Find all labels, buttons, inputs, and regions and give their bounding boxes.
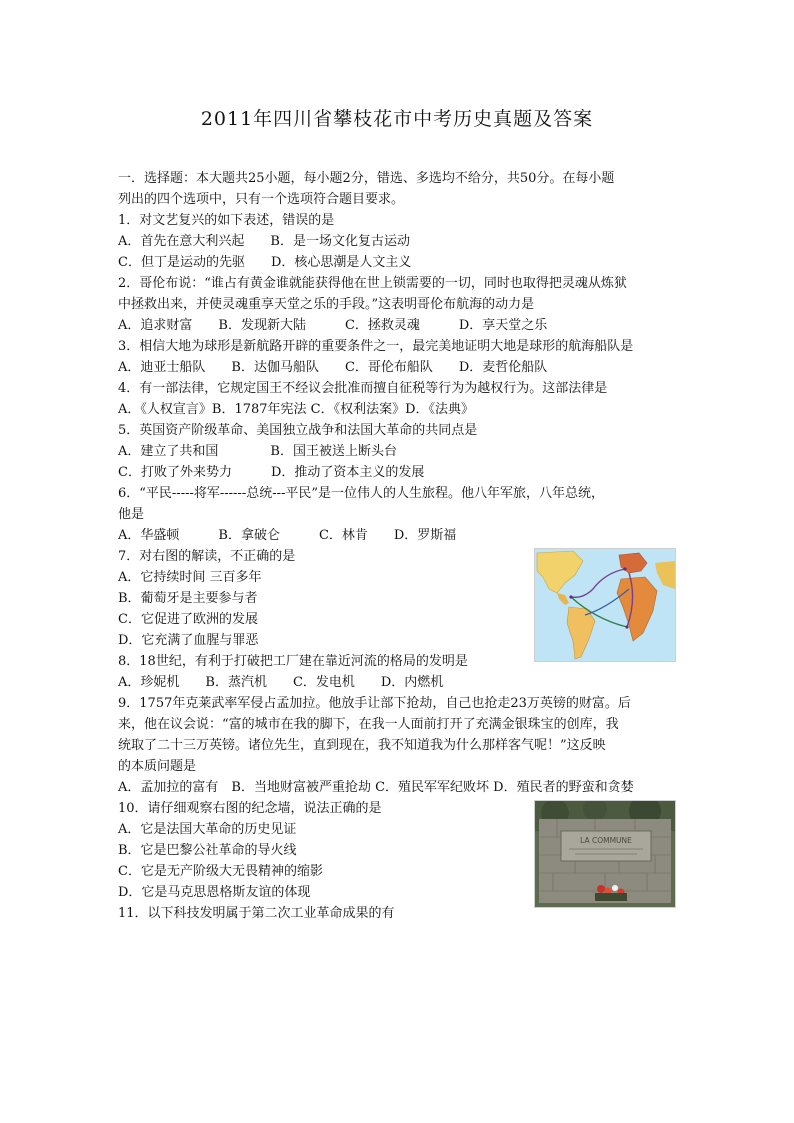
memorial-inscription: LA COMMUNE: [580, 836, 632, 845]
memorial-wall-photo-icon: [534, 800, 676, 908]
question-9-options: A．孟加拉的富有 B．当地财富被严重抢劫 C．殖民军军纪败坏 D．殖民者的野蛮和贪婪: [118, 780, 634, 795]
question-6-options: A．华盛顿 B．拿破仑 C．林肯 D．罗斯福: [118, 528, 457, 543]
page-title: 2011年四川省攀枝花市中考历史真题及答案: [200, 108, 594, 130]
question-8: 8．18世纪，有利于打破把工厂建在靠近河流的格局的发明是: [118, 654, 468, 669]
question-10-option-b: B．它是巴黎公社革命的导火线: [118, 843, 297, 858]
question-3: 3．相信大地为球形是新航路开辟的重要条件之一，最完美地证明大地是球形的航海船队是: [118, 339, 634, 354]
section-intro-line-2: 列出的四个选项中，只有一个选项符合题目要求。: [118, 192, 405, 207]
question-2-line-2: 中拯救出来，并使灵魂重享天堂之乐的手段。”这表明哥伦布航海的动力是: [118, 297, 535, 312]
question-9-line-2: 来，他在议会说：“富的城市在我的脚下，在我一人面前打开了充满金银珠宝的创库，我: [118, 717, 619, 732]
question-5-options-ab: A．建立了共和国 B．国王被送上断头台: [118, 444, 397, 459]
question-2-options: A．追求财富 B．发现新大陆 C．拯救灵魂 D．享天堂之乐: [118, 318, 548, 333]
question-9-line-4: 的本质问题是: [118, 759, 197, 774]
question-1: 1．对文艺复兴的如下表述，错误的是: [118, 213, 335, 228]
question-3-options: A．迪亚士船队 B．达伽马船队 C．哥伦布船队 D．麦哲伦船队: [118, 360, 548, 375]
question-8-options: A．珍妮机 B．蒸汽机 C．发电机 D．内燃机: [118, 675, 444, 690]
question-7-option-a: A．它持续时间 三百多年: [118, 570, 262, 585]
question-9-line-3: 统取了二十三万英镑。诸位先生，直到现在，我不知道我为什么那样客气呢！”这反映: [118, 738, 606, 753]
question-7-option-b: B．葡萄牙是主要参与者: [118, 591, 258, 606]
question-7-option-c: C．它促进了欧洲的发展: [118, 612, 258, 627]
question-5: 5．英国资产阶级革命、美国独立战争和法国大革命的共同点是: [118, 423, 478, 438]
question-11: 11．以下科技发明属于第二次工业革命成果的有: [118, 906, 395, 921]
question-9-line-1: 9．1757年克莱武率军侵占孟加拉。他放手让部下抢劫，自己也抢走23万英镑的财富。后: [118, 696, 631, 711]
question-1-options-cd: C．但丁是运动的先驱 D．核心思潮是人文主义: [118, 255, 412, 270]
question-7: 7．对右图的解读，不正确的是: [118, 549, 296, 564]
question-2-line-1: 2．哥伦布说：“谁占有黄金谁就能获得他在世上锁需要的一切，同时也取得把灵魂从炼狱: [118, 276, 627, 291]
question-10-option-a: A．它是法国大革命的历史见证: [118, 822, 297, 837]
question-10-option-d: D．它是马克思恩格斯友谊的体现: [118, 885, 311, 900]
triangular-trade-map-icon: [534, 548, 676, 662]
section-intro-line-1: 一．选择题：本大题共25小题，每小题2分，错选、多选均不给分，共50分。在每小题: [118, 171, 615, 186]
question-10: 10．请仔细观察右图的纪念墙，说法正确的是: [118, 801, 382, 816]
question-6-line-1: 6．“平民-----将军------总统---平民”是一位伟人的人生旅程。他八年军旅，八年总统，: [118, 486, 605, 501]
question-5-options-cd: C．打败了外来势力 D．推动了资本主义的发展: [118, 465, 425, 480]
question-6-line-2: 他是: [118, 507, 145, 522]
question-1-options-ab: A．首先在意大利兴起 B．是一场文化复古运动: [118, 234, 410, 249]
question-7-option-d: D．它充满了血腥与罪恶: [118, 633, 259, 648]
question-10-option-c: C．它是无产阶级大无畏精神的缩影: [118, 864, 323, 879]
question-4-options: A．《人权宣言》B．1787年宪法 C．《权利法案》D．《法典》: [118, 402, 475, 417]
question-4: 4．有一部法律，它规定国王不经议会批准而擅自征税等行为为越权行为。这部法律是: [118, 381, 608, 396]
